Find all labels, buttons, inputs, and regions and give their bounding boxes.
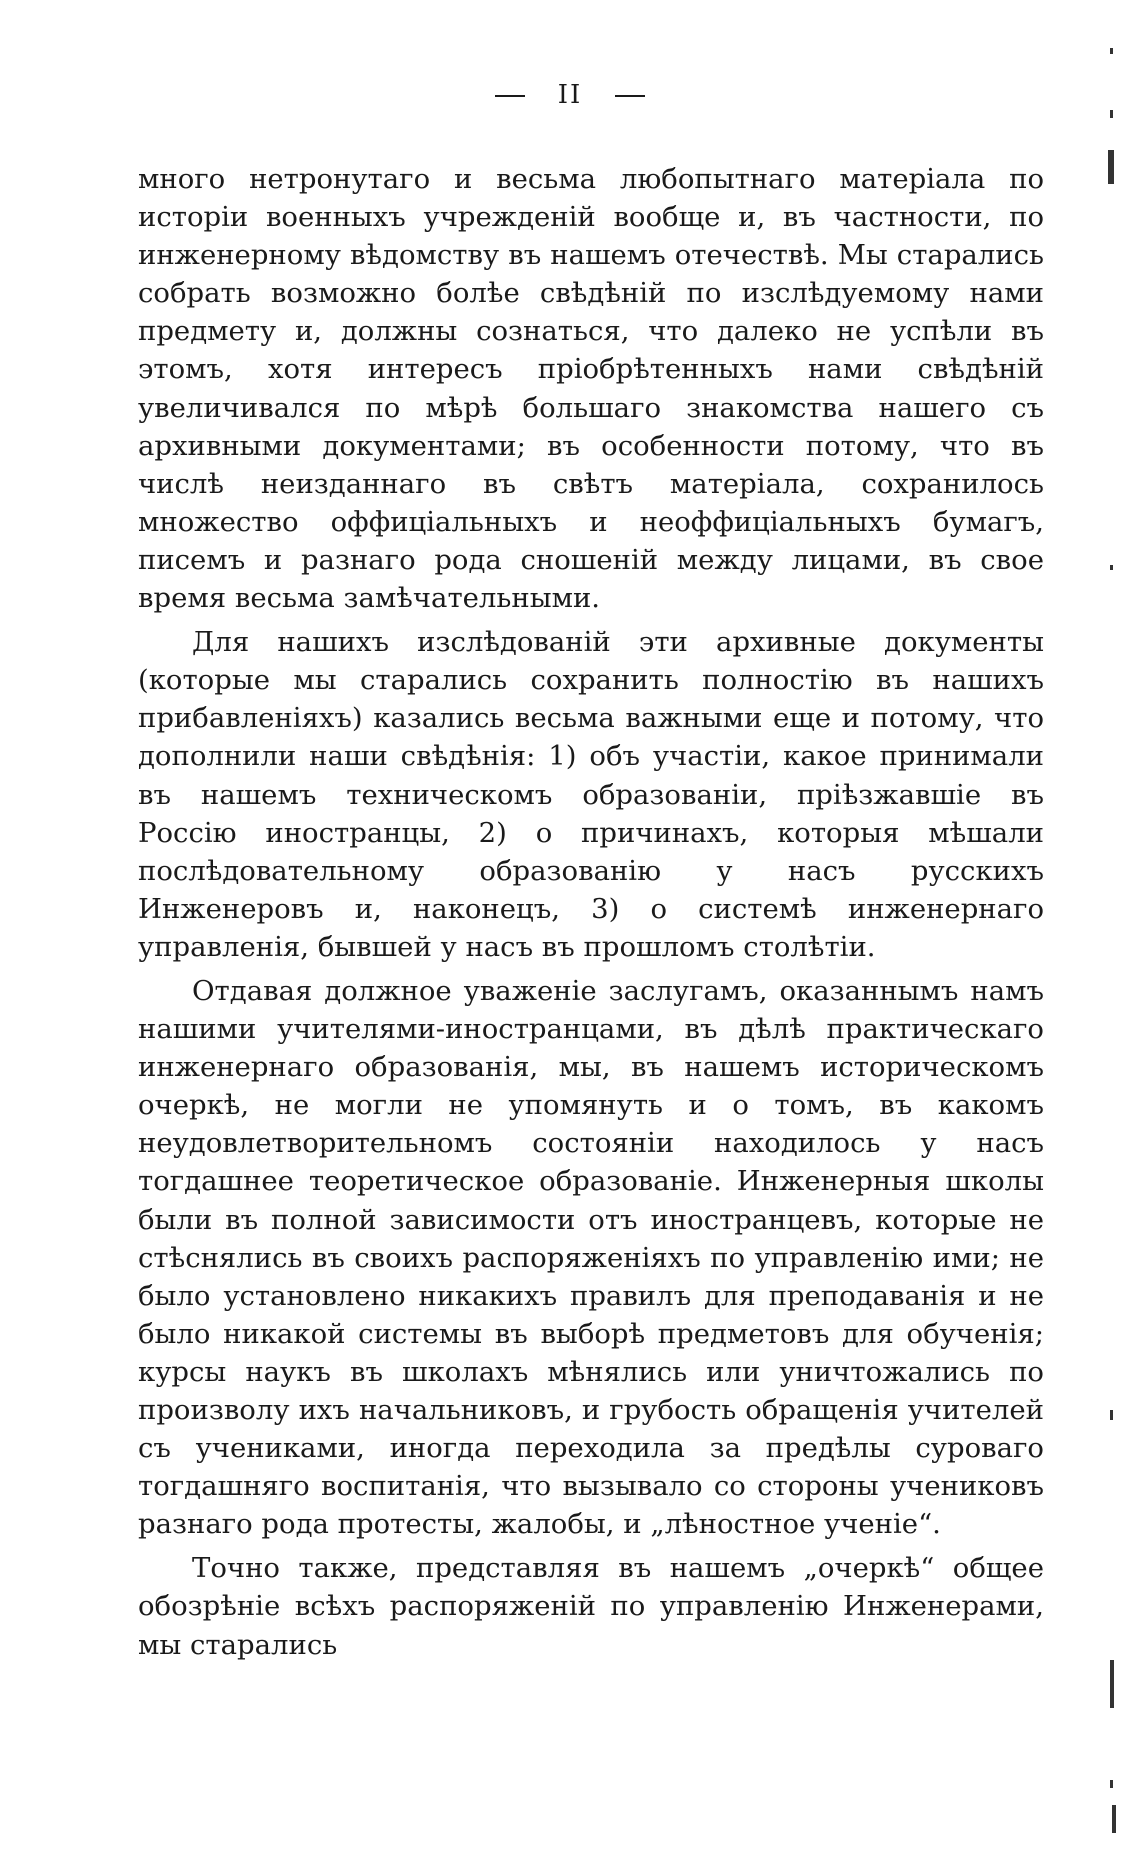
paragraph-3: Отдавая должное уваженіе заслугамъ, оказаннымъ намъ нашими учителями-иностранцами, въ дѣлѣ практическаго инженернаго образованія, мы, въ нашемъ историческомъ очеркѣ, не могли не упомянуть и о томъ, въ какомъ неудовлетворительномъ состояніи находилось у насъ тогдашнее теоретическое образованіе. Инженерныя школы были въ полной зависимости отъ иностранцевъ, которые не стѣснялись въ своихъ распоряженіяхъ по управленію ими; не было установлено никакихъ правилъ для преподаванія и не было никакой системы въ выборѣ предметовъ для обученія; курсы наукъ въ школахъ мѣнялись или уничтожались по произволу ихъ начальниковъ, и грубость обращенія учителей съ учениками, иногда переходила за предѣлы суроваго тогдашняго воспитанія, что вызывало со стороны учениковъ разнаго рода протесты, жалобы, и „лѣностное ученіе“. — [138, 974, 1044, 1541]
scan-speck — [1110, 1780, 1113, 1788]
body-text — [138, 160, 1044, 1664]
paragraph-4: Точно также, представляя въ нашемъ „очеркѣ“ общее обозрѣніе всѣхъ распоряженій по управленію Инженерами, мы старались — [138, 1552, 1044, 1661]
header-dash-right — [615, 95, 645, 97]
scan-speck — [1110, 1410, 1113, 1420]
paragraph-1: много нетронутаго и весьма любопытнаго матеріала по исторіи военныхъ учрежденій вообще и, въ частности, по инженерному вѣдомству въ нашемъ отечествѣ. Мы старались собрать возможно болѣе свѣдѣній по изслѣдуемому нами предмету и, должны сознаться, что далеко не успѣли въ этомъ, хотя интересъ пріобрѣтенныхъ нами свѣдѣній увеличивался по мѣрѣ большаго знакомства нашего съ архивными документами; въ особенности потому, что въ числѣ неизданнаго въ свѣтъ матеріала, сохранилось множество оффиціальныхъ и неоффиціальныхъ бумагъ, писемъ и разнаго рода сношеній между лицами, въ свое время весьма замѣчательными. — [138, 163, 1044, 615]
scan-speck — [1110, 1660, 1114, 1708]
scan-speck — [1110, 565, 1113, 570]
scan-speck — [1110, 110, 1113, 118]
header-dash-left — [495, 95, 525, 97]
page-header — [0, 80, 1140, 110]
paragraph-2: Для нашихъ изслѣдованій эти архивные документы (которые мы старались сохранить полностію въ нашихъ прибавленіяхъ) казались весьма важными еще и потому, что дополнили наши свѣдѣнія: 1) объ участіи, какое принимали въ нашемъ техническомъ образованіи, пріѣзжавшіе въ Россію иностранцы, 2) о причинахъ, которыя мѣшали послѣдовательному образованію у насъ русскихъ Инженеровъ и, наконецъ, 3) о системѣ инженернаго управленія, бывшей у насъ въ прошломъ столѣтіи. — [138, 626, 1044, 963]
scan-speck — [1112, 1805, 1116, 1833]
page-number: II — [557, 80, 583, 110]
scan-speck — [1110, 48, 1113, 54]
scan-speck — [1108, 150, 1114, 184]
